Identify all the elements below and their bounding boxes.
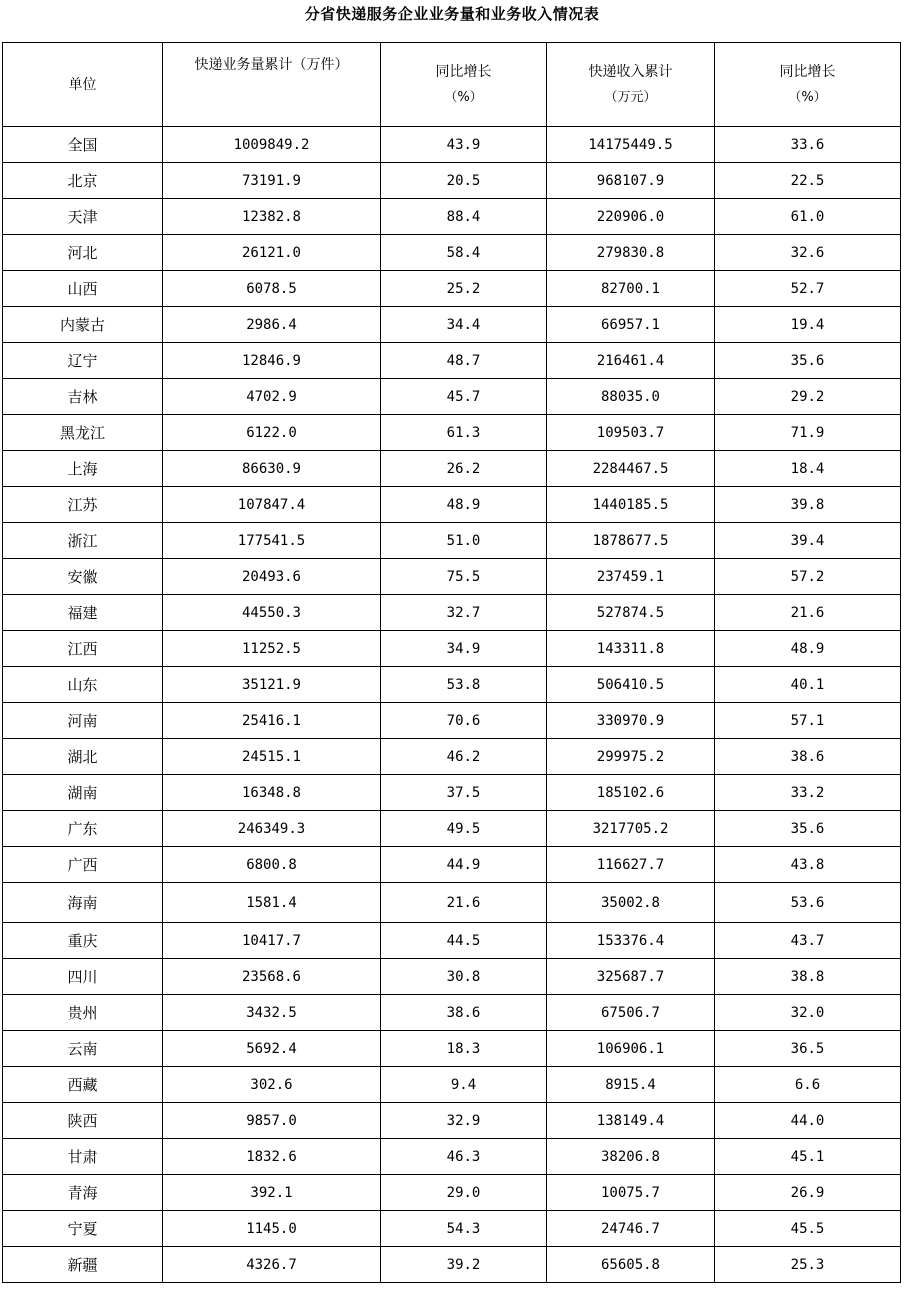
- cell-volume-growth: 48.9: [381, 487, 547, 523]
- cell-revenue-growth: 57.2: [715, 559, 901, 595]
- cell-revenue-growth: 43.7: [715, 923, 901, 959]
- cell-volume: 16348.8: [163, 775, 381, 811]
- col-header-label: 快递收入累计: [588, 63, 673, 80]
- cell-volume-growth: 48.7: [381, 343, 547, 379]
- cell-volume: 26121.0: [163, 235, 381, 271]
- table-row: [3, 1175, 901, 1211]
- cell-volume-growth: 9.4: [381, 1067, 547, 1103]
- col-header-label: 快递业务量累计（万件）: [194, 57, 349, 73]
- cell-volume: 6078.5: [163, 271, 381, 307]
- cell-revenue: 8915.4: [547, 1067, 715, 1103]
- cell-volume: 9857.0: [163, 1103, 381, 1139]
- cell-volume: 246349.3: [163, 811, 381, 847]
- cell-unit: 甘肃: [3, 1139, 163, 1175]
- cell-unit: 海南: [3, 883, 163, 923]
- table-row: [3, 163, 901, 199]
- table-row: [3, 1067, 901, 1103]
- cell-revenue: 35002.8: [547, 883, 715, 923]
- table-row: [3, 127, 901, 163]
- cell-unit: 江苏: [3, 487, 163, 523]
- cell-volume: 4702.9: [163, 379, 381, 415]
- cell-revenue: 185102.6: [547, 775, 715, 811]
- col-header-label: 单位: [68, 76, 97, 93]
- cell-revenue: 220906.0: [547, 199, 715, 235]
- table-row: [3, 523, 901, 559]
- cell-volume-growth: 43.9: [381, 127, 547, 163]
- cell-volume: 3432.5: [163, 995, 381, 1031]
- cell-revenue: 14175449.5: [547, 127, 715, 163]
- cell-unit: 湖北: [3, 739, 163, 775]
- page-title: 分省快递服务企业业务量和业务收入情况表: [304, 5, 600, 23]
- cell-volume-growth: 25.2: [381, 271, 547, 307]
- table-body: [3, 127, 901, 1283]
- cell-volume: 25416.1: [163, 703, 381, 739]
- table-row: [3, 995, 901, 1031]
- cell-revenue: 506410.5: [547, 667, 715, 703]
- cell-revenue-growth: 36.5: [715, 1031, 901, 1067]
- cell-unit: 内蒙古: [3, 307, 163, 343]
- table-row: [3, 631, 901, 667]
- cell-volume-growth: 32.7: [381, 595, 547, 631]
- cell-revenue: 65605.8: [547, 1247, 715, 1283]
- cell-unit: 安徽: [3, 559, 163, 595]
- cell-revenue: 527874.5: [547, 595, 715, 631]
- cell-revenue-growth: 18.4: [715, 451, 901, 487]
- cell-volume-growth: 21.6: [381, 883, 547, 923]
- cell-volume: 1581.4: [163, 883, 381, 923]
- cell-revenue-growth: 33.6: [715, 127, 901, 163]
- cell-revenue: 1878677.5: [547, 523, 715, 559]
- table-row: [3, 775, 901, 811]
- cell-revenue: 299975.2: [547, 739, 715, 775]
- cell-revenue-growth: 43.8: [715, 847, 901, 883]
- cell-revenue: 66957.1: [547, 307, 715, 343]
- col-header-volume: [163, 43, 381, 127]
- cell-revenue-growth: 45.5: [715, 1211, 901, 1247]
- cell-volume: 107847.4: [163, 487, 381, 523]
- cell-volume: 12382.8: [163, 199, 381, 235]
- table-row: [3, 811, 901, 847]
- table-row: [3, 1031, 901, 1067]
- cell-unit: 重庆: [3, 923, 163, 959]
- cell-volume-growth: 51.0: [381, 523, 547, 559]
- cell-volume: 20493.6: [163, 559, 381, 595]
- cell-volume: 392.1: [163, 1175, 381, 1211]
- cell-volume-growth: 34.9: [381, 631, 547, 667]
- cell-unit: 宁夏: [3, 1211, 163, 1247]
- col-header-revenue-growth: [715, 43, 901, 127]
- cell-volume: 11252.5: [163, 631, 381, 667]
- cell-revenue-growth: 40.1: [715, 667, 901, 703]
- col-header-unit-label: （%）: [788, 89, 827, 105]
- cell-unit: 浙江: [3, 523, 163, 559]
- cell-volume-growth: 46.3: [381, 1139, 547, 1175]
- cell-volume-growth: 49.5: [381, 811, 547, 847]
- cell-volume-growth: 44.9: [381, 847, 547, 883]
- cell-volume-growth: 61.3: [381, 415, 547, 451]
- cell-unit: 山西: [3, 271, 163, 307]
- cell-revenue: 330970.9: [547, 703, 715, 739]
- cell-volume-growth: 53.8: [381, 667, 547, 703]
- cell-revenue: 138149.4: [547, 1103, 715, 1139]
- col-header-unit-label: （%）: [444, 89, 483, 105]
- cell-volume: 23568.6: [163, 959, 381, 995]
- cell-revenue-growth: 61.0: [715, 199, 901, 235]
- cell-revenue: 38206.8: [547, 1139, 715, 1175]
- table-row: [3, 451, 901, 487]
- cell-revenue-growth: 19.4: [715, 307, 901, 343]
- table-row: [3, 199, 901, 235]
- cell-volume-growth: 34.4: [381, 307, 547, 343]
- table-row: [3, 343, 901, 379]
- cell-unit: 河北: [3, 235, 163, 271]
- cell-volume: 1832.6: [163, 1139, 381, 1175]
- col-header-label: 同比增长: [435, 63, 492, 80]
- cell-unit: 辽宁: [3, 343, 163, 379]
- cell-unit: 青海: [3, 1175, 163, 1211]
- cell-volume-growth: 26.2: [381, 451, 547, 487]
- cell-revenue: 67506.7: [547, 995, 715, 1031]
- table-row: [3, 487, 901, 523]
- cell-unit: 上海: [3, 451, 163, 487]
- cell-revenue: 109503.7: [547, 415, 715, 451]
- cell-revenue: 2284467.5: [547, 451, 715, 487]
- header-row: [3, 43, 901, 127]
- cell-revenue: 216461.4: [547, 343, 715, 379]
- cell-unit: 河南: [3, 703, 163, 739]
- table-row: [3, 1247, 901, 1283]
- table-row: [3, 271, 901, 307]
- cell-volume-growth: 75.5: [381, 559, 547, 595]
- cell-revenue: 3217705.2: [547, 811, 715, 847]
- cell-revenue-growth: 32.6: [715, 235, 901, 271]
- cell-revenue-growth: 52.7: [715, 271, 901, 307]
- cell-volume-growth: 46.2: [381, 739, 547, 775]
- cell-revenue-growth: 26.9: [715, 1175, 901, 1211]
- cell-revenue-growth: 35.6: [715, 343, 901, 379]
- cell-revenue: 88035.0: [547, 379, 715, 415]
- cell-volume: 302.6: [163, 1067, 381, 1103]
- cell-revenue-growth: 22.5: [715, 163, 901, 199]
- cell-unit: 吉林: [3, 379, 163, 415]
- table-row: [3, 379, 901, 415]
- cell-revenue-growth: 33.2: [715, 775, 901, 811]
- cell-revenue-growth: 25.3: [715, 1247, 901, 1283]
- cell-unit: 云南: [3, 1031, 163, 1067]
- cell-revenue: 153376.4: [547, 923, 715, 959]
- cell-volume: 4326.7: [163, 1247, 381, 1283]
- cell-revenue-growth: 21.6: [715, 595, 901, 631]
- cell-volume: 44550.3: [163, 595, 381, 631]
- cell-revenue: 10075.7: [547, 1175, 715, 1211]
- cell-volume: 73191.9: [163, 163, 381, 199]
- cell-volume-growth: 29.0: [381, 1175, 547, 1211]
- cell-volume: 86630.9: [163, 451, 381, 487]
- table-row: [3, 1139, 901, 1175]
- cell-volume-growth: 20.5: [381, 163, 547, 199]
- cell-unit: 贵州: [3, 995, 163, 1031]
- cell-revenue: 143311.8: [547, 631, 715, 667]
- table-row: [3, 847, 901, 883]
- cell-revenue: 24746.7: [547, 1211, 715, 1247]
- cell-revenue-growth: 35.6: [715, 811, 901, 847]
- cell-volume-growth: 88.4: [381, 199, 547, 235]
- cell-volume-growth: 32.9: [381, 1103, 547, 1139]
- cell-revenue-growth: 39.4: [715, 523, 901, 559]
- table-row: [3, 415, 901, 451]
- cell-revenue-growth: 38.6: [715, 739, 901, 775]
- cell-volume: 1145.0: [163, 1211, 381, 1247]
- col-header-unit: [3, 43, 163, 127]
- cell-unit: 四川: [3, 959, 163, 995]
- table-row: [3, 739, 901, 775]
- cell-revenue-growth: 6.6: [715, 1067, 901, 1103]
- cell-revenue-growth: 71.9: [715, 415, 901, 451]
- cell-revenue-growth: 57.1: [715, 703, 901, 739]
- cell-revenue: 279830.8: [547, 235, 715, 271]
- cell-revenue-growth: 53.6: [715, 883, 901, 923]
- cell-volume-growth: 70.6: [381, 703, 547, 739]
- cell-volume-growth: 18.3: [381, 1031, 547, 1067]
- cell-unit: 陕西: [3, 1103, 163, 1139]
- col-header-unit-label: （万元）: [604, 89, 657, 105]
- cell-volume-growth: 58.4: [381, 235, 547, 271]
- cell-volume: 35121.9: [163, 667, 381, 703]
- cell-unit: 黑龙江: [3, 415, 163, 451]
- table-row: [3, 959, 901, 995]
- col-header-revenue: [547, 43, 715, 127]
- cell-revenue-growth: 44.0: [715, 1103, 901, 1139]
- col-header-label: 同比增长: [779, 63, 836, 80]
- table-row: [3, 595, 901, 631]
- cell-unit: 天津: [3, 199, 163, 235]
- cell-unit: 全国: [3, 127, 163, 163]
- table-row: [3, 559, 901, 595]
- cell-volume: 10417.7: [163, 923, 381, 959]
- cell-volume: 6122.0: [163, 415, 381, 451]
- cell-unit: 北京: [3, 163, 163, 199]
- cell-volume: 6800.8: [163, 847, 381, 883]
- cell-unit: 西藏: [3, 1067, 163, 1103]
- cell-revenue: 325687.7: [547, 959, 715, 995]
- cell-unit: 江西: [3, 631, 163, 667]
- cell-revenue: 968107.9: [547, 163, 715, 199]
- cell-revenue-growth: 48.9: [715, 631, 901, 667]
- cell-volume-growth: 38.6: [381, 995, 547, 1031]
- cell-revenue-growth: 32.0: [715, 995, 901, 1031]
- table-row: [3, 1103, 901, 1139]
- cell-revenue: 116627.7: [547, 847, 715, 883]
- cell-unit: 湖南: [3, 775, 163, 811]
- cell-volume: 24515.1: [163, 739, 381, 775]
- cell-unit: 福建: [3, 595, 163, 631]
- cell-volume: 2986.4: [163, 307, 381, 343]
- table-row: [3, 923, 901, 959]
- col-header-volume-growth: [381, 43, 547, 127]
- table-row: [3, 235, 901, 271]
- table-row: [3, 1211, 901, 1247]
- cell-unit: 广西: [3, 847, 163, 883]
- cell-unit: 山东: [3, 667, 163, 703]
- cell-volume: 177541.5: [163, 523, 381, 559]
- cell-volume: 5692.4: [163, 1031, 381, 1067]
- cell-revenue: 106906.1: [547, 1031, 715, 1067]
- cell-unit: 广东: [3, 811, 163, 847]
- table-row: [3, 883, 901, 923]
- cell-revenue: 82700.1: [547, 271, 715, 307]
- cell-volume-growth: 45.7: [381, 379, 547, 415]
- cell-revenue: 1440185.5: [547, 487, 715, 523]
- cell-revenue-growth: 29.2: [715, 379, 901, 415]
- cell-revenue-growth: 38.8: [715, 959, 901, 995]
- table-row: [3, 667, 901, 703]
- cell-volume-growth: 37.5: [381, 775, 547, 811]
- cell-volume-growth: 39.2: [381, 1247, 547, 1283]
- cell-volume-growth: 30.8: [381, 959, 547, 995]
- cell-volume: 1009849.2: [163, 127, 381, 163]
- table-row: [3, 307, 901, 343]
- cell-revenue: 237459.1: [547, 559, 715, 595]
- cell-volume: 12846.9: [163, 343, 381, 379]
- cell-revenue-growth: 39.8: [715, 487, 901, 523]
- table-row: [3, 703, 901, 739]
- cell-unit: 新疆: [3, 1247, 163, 1283]
- data-table: [2, 42, 901, 1283]
- cell-revenue-growth: 45.1: [715, 1139, 901, 1175]
- cell-volume-growth: 44.5: [381, 923, 547, 959]
- cell-volume-growth: 54.3: [381, 1211, 547, 1247]
